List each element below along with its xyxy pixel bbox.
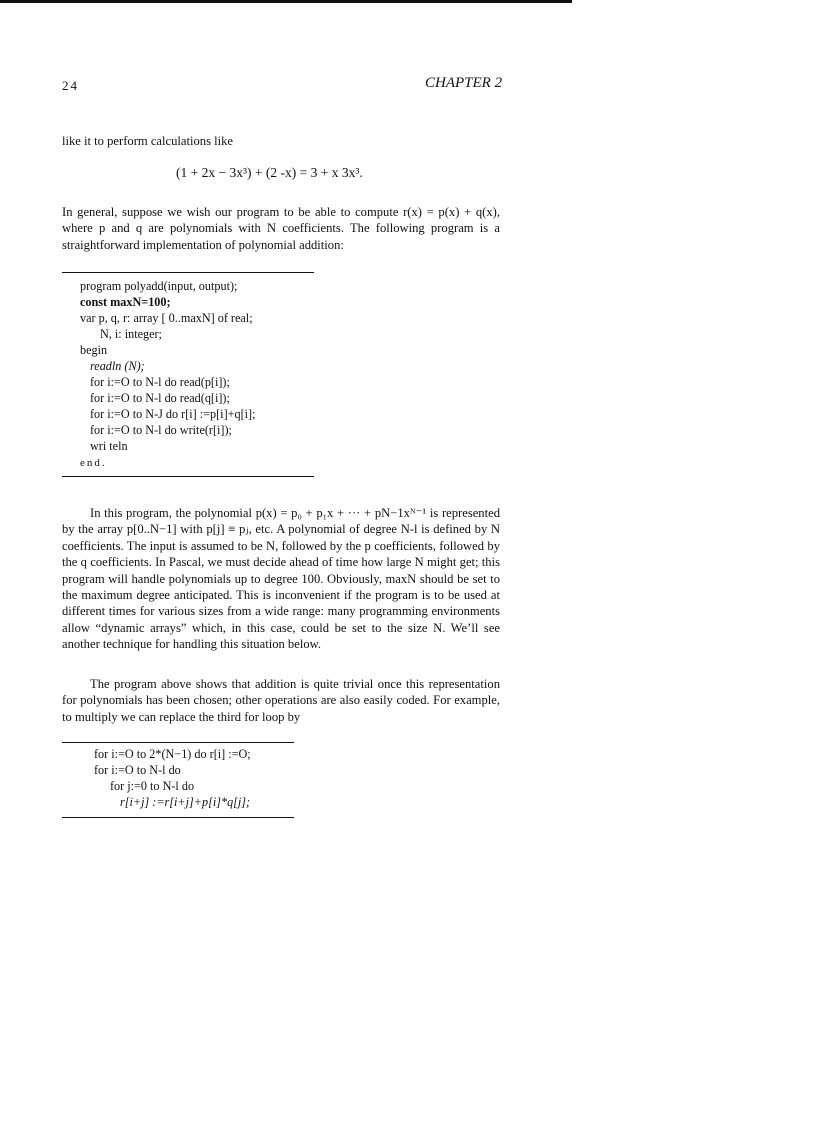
code-line: for i:=O to 2*(N−1) do r[i] :=O; <box>94 747 251 761</box>
code-line: r[i+j] :=r[i+j]+p[i]*q[j]; <box>120 795 251 809</box>
code-line: begin <box>80 343 108 357</box>
code-line: end. <box>80 457 107 469</box>
general-paragraph: In general, suppose we wish our program to be able to compute r(x) = p(x) + q(x), where p and q are polynomials with N coefficients. The following program is a straightforward implementation of polynomial addition: <box>62 205 500 252</box>
multiply-paragraph <box>62 676 500 725</box>
code-line: for i:=O to N-l do read(p[i]); <box>90 375 230 389</box>
multiply-text: The program above shows that addition is quite trivial once this representation for polynomials has been chosen; other operations are also easily coded. For example, to multiply we can replace the third for loop by <box>62 677 500 724</box>
code-line: program polyadd(input, output); <box>80 279 238 293</box>
code-line: for i:=O to N-J do r[i] :=p[i]+q[i]; <box>90 407 256 421</box>
page-number: 24 <box>62 78 79 93</box>
intro-paragraph: like it to perform calculations like <box>62 134 234 148</box>
code-line: for i:=O to N-l do read(q[i]); <box>90 391 230 405</box>
code-line: wri teln <box>90 439 128 453</box>
code-line: for i:=O to N-l do <box>94 763 181 777</box>
chapter-heading: CHAPTER 2 <box>425 75 503 91</box>
code-line: const maxN=100; <box>80 295 171 309</box>
multiply-code-block <box>62 742 294 818</box>
code-line: for i:=O to N-l do write(r[i]); <box>90 423 232 437</box>
program-explanation-paragraph <box>62 505 500 653</box>
program-explanation-text: In this program, the polynomial p(x) = p₀ + p₁x + ··· + pN−1xᴺ⁻¹ is represented by the array p[0..N−1] with p[j] ≡ pⱼ, etc. A polynomial of degree N-l is defined by N coefficients. The input is assumed to be N, followed by the p coefficients, followed by the q coefficients. In Pascal, we must decide ahead of time how large N might get; this program will handle polynomials up to degree 100. Obviously, maxN should be set to the maximum degree anticipated. This is inconvenient if the program is to be used at different times for various sizes from a wide range: many programming environments allow “dynamic arrays” which, in this case, could be set to the size N. We’ll see another technique for handling this situation below. <box>62 506 500 652</box>
polyadd-code-block <box>62 272 314 477</box>
code-line: var p, q, r: array [ 0..maxN] of real; <box>80 311 253 325</box>
code-line: readln (N); <box>90 359 145 373</box>
code-line: N, i: integer; <box>100 327 162 341</box>
example-formula: (1 + 2x − 3x³) + (2 -x) = 3 + x 3x³. <box>176 165 363 180</box>
top-rule <box>0 0 572 3</box>
code-line: for j:=0 to N-l do <box>110 779 195 793</box>
